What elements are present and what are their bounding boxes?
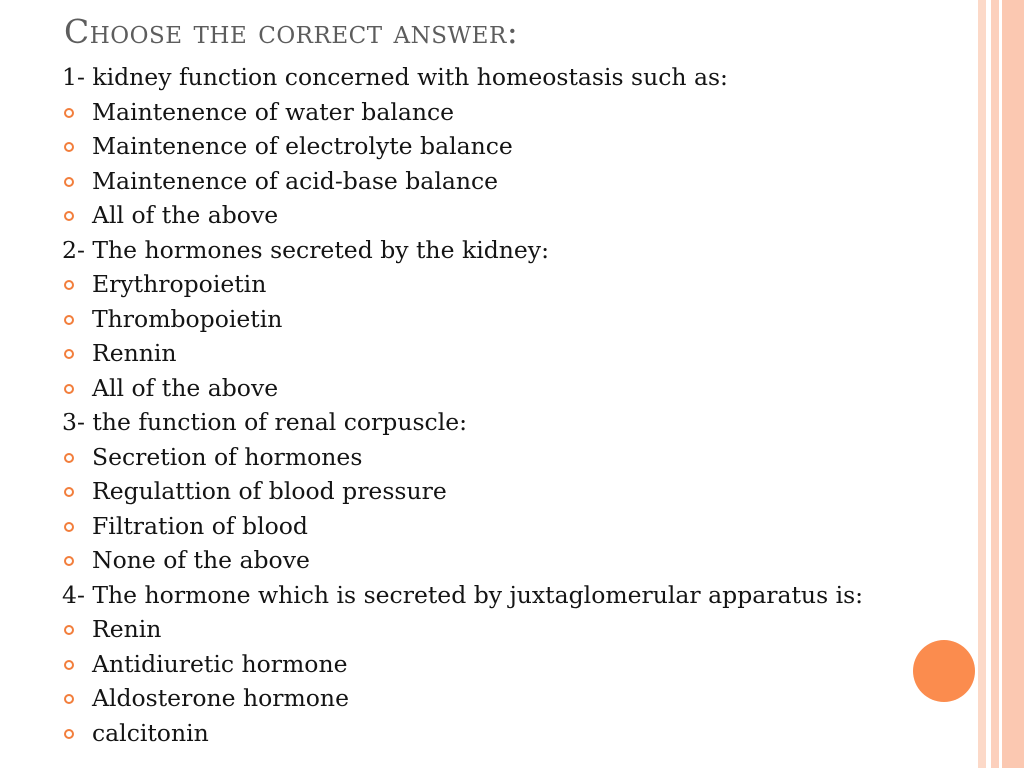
option-label: Antidiuretic hormone (92, 649, 348, 678)
question-2-option (62, 336, 962, 371)
option-label: Aldosterone hormone (92, 684, 349, 712)
question-2-option (62, 302, 962, 337)
option-label: Thrombopoietin (92, 304, 283, 333)
question-list (62, 60, 962, 750)
question-2-option (62, 267, 962, 302)
option-label: All of the above (92, 373, 279, 402)
question-3-option (62, 440, 962, 475)
question-1-option (62, 164, 962, 199)
bullet-icon (64, 315, 74, 325)
decorative-stripe (978, 0, 986, 768)
option-label: None of the above (92, 546, 310, 574)
bullet-icon (64, 211, 74, 221)
option-label: calcitonin (92, 718, 209, 747)
bullet-icon (64, 660, 74, 670)
bullet-icon (64, 177, 74, 187)
bullet-icon (64, 108, 74, 118)
option-label: Erythropoietin (92, 270, 267, 298)
option-label: Regulattion of blood pressure (92, 477, 447, 505)
question-4-option (62, 612, 962, 647)
bullet-icon (64, 349, 74, 359)
option-label: Renin (92, 615, 162, 643)
option-label: Maintenence of acid-base balance (92, 166, 499, 195)
question-4-option (62, 716, 962, 751)
bullet-icon (64, 384, 74, 394)
question-3-option (62, 509, 962, 544)
decorative-stripe (991, 0, 999, 768)
question-2: 2- The hormones secreted by the kidney: (62, 235, 549, 264)
option-label: Secretion of hormones (92, 442, 363, 471)
question-4-option (62, 681, 962, 716)
bullet-icon (64, 142, 74, 152)
bullet-icon (64, 522, 74, 532)
option-label: Maintenence of water balance (92, 97, 455, 126)
bullet-icon (64, 556, 74, 566)
option-label: Rennin (92, 339, 177, 367)
bullet-icon (64, 625, 74, 635)
bullet-icon (64, 694, 74, 704)
question-2-option (62, 371, 962, 406)
option-label: Maintenence of electrolyte balance (92, 132, 513, 160)
question-4: 4- The hormone which is secreted by juxtaglomerular apparatus is: (62, 580, 864, 609)
bullet-icon (64, 453, 74, 463)
bullet-icon (64, 280, 74, 290)
question-1: 1- kidney function concerned with homeostasis such as: (62, 63, 728, 91)
question-1-option (62, 198, 962, 233)
option-label: All of the above (92, 201, 279, 229)
question-3-option (62, 543, 962, 578)
question-1-option (62, 95, 962, 130)
question-4-option (62, 647, 962, 682)
question-3-option (62, 474, 962, 509)
question-3: 3- the function of renal corpuscle: (62, 408, 468, 436)
decorative-stripe (1002, 0, 1024, 768)
question-1-option (62, 129, 962, 164)
option-label: Filtration of blood (92, 511, 308, 540)
bullet-icon (64, 487, 74, 497)
slide-title: Choose the correct answer: (64, 12, 519, 51)
bullet-icon (64, 729, 74, 739)
